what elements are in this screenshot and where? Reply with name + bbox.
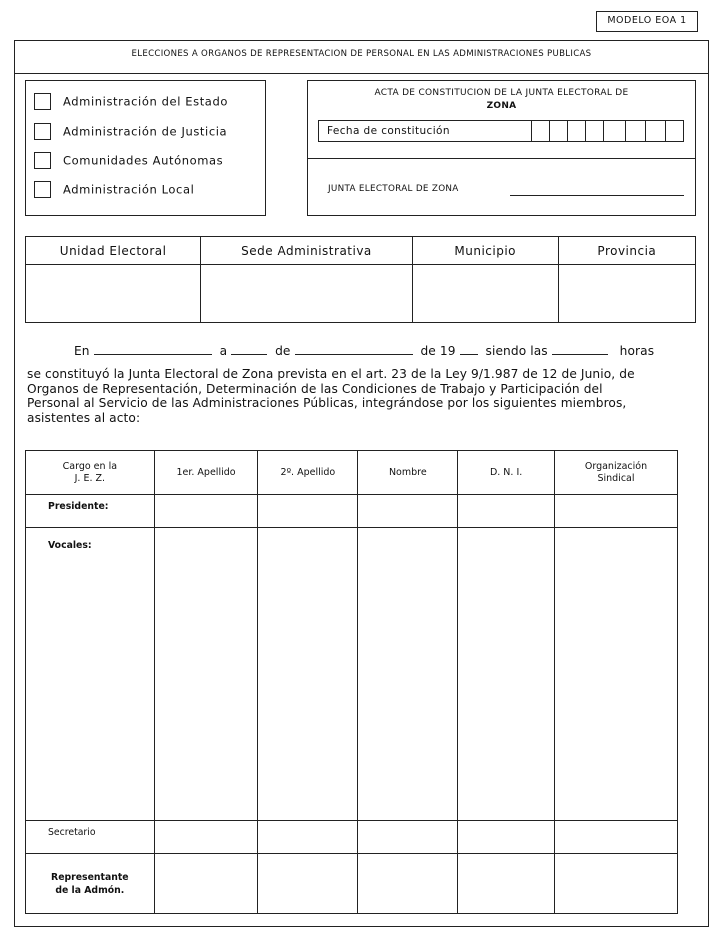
row-presidente: Presidente:	[26, 495, 155, 528]
header-apellido1: 1er. Apellido	[154, 451, 258, 495]
date-cell-divider	[625, 121, 626, 141]
option-local[interactable]: Administración Local	[34, 181, 194, 198]
jez-label: JUNTA ELECTORAL DE ZONA	[328, 184, 459, 194]
day-blank[interactable]	[231, 354, 267, 355]
paragraph-body: se constituyó la Junta Electoral de Zona prevista en el art. 23 de la Ley 9/1.987 de 12 de Junio, de Organos de Representación, Determinación de las Condiciones de Trabajo y Participación del Personal al Servicio de las Administraciones Públicas, integrándose por los siguientes miembros, asistentes al acto:	[27, 367, 635, 425]
cell[interactable]	[554, 821, 677, 854]
col-municipio: Municipio	[412, 237, 558, 265]
header-cargo: Cargo en la J. E. Z.	[26, 451, 155, 495]
fecha-label: Fecha de constitución	[327, 125, 450, 137]
cell[interactable]	[358, 854, 458, 914]
cell[interactable]	[258, 528, 358, 821]
cell[interactable]	[258, 821, 358, 854]
row-representante: Representante de la Admón.	[26, 854, 155, 914]
sede-administrativa-cell[interactable]	[201, 265, 412, 323]
month-blank[interactable]	[295, 354, 413, 355]
cell[interactable]	[358, 495, 458, 528]
date-cell-divider	[603, 121, 604, 141]
acta-divider	[308, 158, 695, 159]
admin-options-box	[25, 80, 266, 216]
jez-input-line[interactable]	[510, 195, 684, 196]
cell[interactable]	[154, 528, 258, 821]
cell[interactable]	[154, 821, 258, 854]
year-blank[interactable]	[460, 354, 478, 355]
fecha-field[interactable]	[318, 120, 684, 142]
cell[interactable]	[258, 495, 358, 528]
cell[interactable]	[358, 821, 458, 854]
option-comunidades[interactable]: Comunidades Autónomas	[34, 152, 223, 169]
option-estado[interactable]: Administración del Estado	[34, 93, 228, 110]
row-vocales: Vocales:	[26, 528, 155, 821]
members-table	[25, 450, 678, 914]
checkbox[interactable]	[34, 181, 51, 198]
cell[interactable]	[154, 854, 258, 914]
row-secretario: Secretario	[26, 821, 155, 854]
model-code: MODELO EOA 1	[596, 11, 698, 32]
acta-box	[307, 80, 696, 216]
form-header	[14, 40, 709, 74]
cell[interactable]	[154, 495, 258, 528]
cell[interactable]	[458, 528, 555, 821]
place-blank[interactable]	[94, 354, 212, 355]
col-sede-administrativa: Sede Administrativa	[201, 237, 412, 265]
cell[interactable]	[358, 528, 458, 821]
cell[interactable]	[554, 495, 677, 528]
municipio-cell[interactable]	[412, 265, 558, 323]
cell[interactable]	[458, 854, 555, 914]
header-organizacion: Organización Sindical	[554, 451, 677, 495]
col-unidad-electoral: Unidad Electoral	[26, 237, 201, 265]
option-justicia[interactable]: Administración de Justicia	[34, 123, 227, 140]
cell[interactable]	[554, 854, 677, 914]
header-dni: D. N. I.	[458, 451, 555, 495]
fill-in-line: En a de de 19 siendo las horas	[74, 344, 655, 358]
acta-title: ACTA DE CONSTITUCION DE LA JUNTA ELECTORAL DE ZONA	[374, 88, 629, 111]
header-apellido2: 2º. Apellido	[258, 451, 358, 495]
location-table	[25, 236, 696, 323]
checkbox[interactable]	[34, 93, 51, 110]
col-provincia: Provincia	[558, 237, 695, 265]
header-title: ELECCIONES A ORGANOS DE REPRESENTACION DE PERSONAL EN LAS ADMINISTRACIONES PUBLICAS	[131, 49, 592, 59]
date-cell-divider	[549, 121, 550, 141]
provincia-cell[interactable]	[558, 265, 695, 323]
cell[interactable]	[554, 528, 677, 821]
header-nombre: Nombre	[358, 451, 458, 495]
date-cell-divider	[531, 121, 532, 141]
time-blank[interactable]	[552, 354, 608, 355]
date-cell-divider	[665, 121, 666, 141]
cell[interactable]	[458, 821, 555, 854]
date-cell-divider	[585, 121, 586, 141]
date-cell-divider	[645, 121, 646, 141]
cell[interactable]	[458, 495, 555, 528]
checkbox[interactable]	[34, 152, 51, 169]
cell[interactable]	[258, 854, 358, 914]
date-cell-divider	[567, 121, 568, 141]
unidad-electoral-cell[interactable]	[26, 265, 201, 323]
checkbox[interactable]	[34, 123, 51, 140]
